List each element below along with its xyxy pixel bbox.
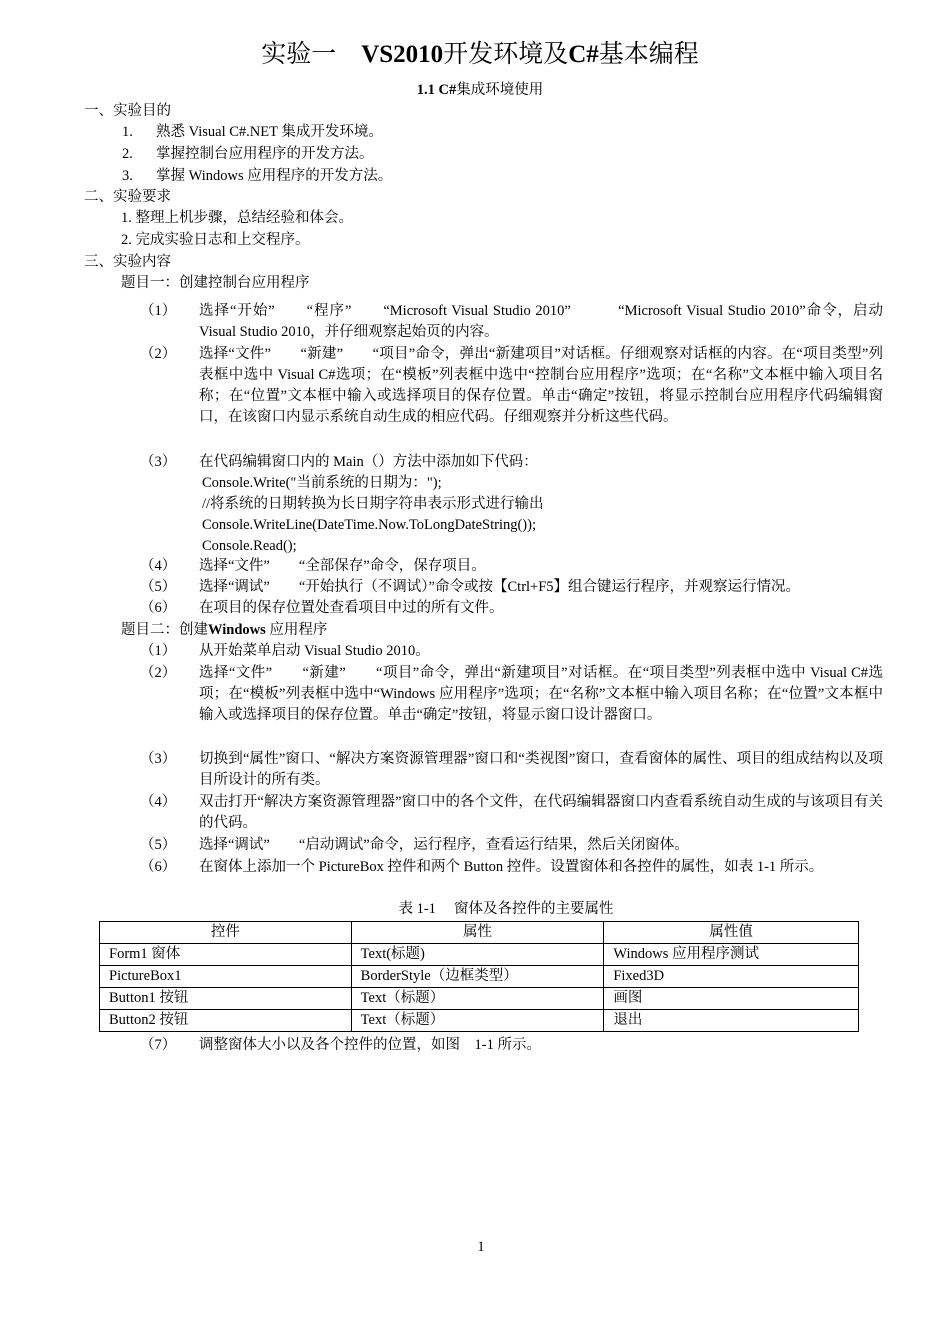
table-cell: PictureBox1	[100, 966, 352, 988]
goal-number: 2.	[122, 146, 133, 162]
code-line: //将系统的日期转换为长日期字符串表示形式进行输出	[202, 496, 544, 512]
goal-number: 1.	[122, 124, 133, 140]
goal-item: 掌握 Windows 应用程序的开发方法。	[156, 168, 393, 184]
title-suffix: 基本编程	[598, 41, 699, 68]
table-row	[100, 988, 859, 1010]
step-number: （4）	[140, 794, 177, 810]
step-number: （6）	[140, 859, 177, 875]
topic1-heading: 题目一：创建控制台应用程序	[121, 275, 310, 291]
requirement-item: 2. 完成实验日志和上交程序。	[121, 232, 310, 248]
goal-item: 掌握控制台应用程序的开发方法。	[156, 146, 374, 162]
title-bold-vs2010: VS2010	[361, 41, 444, 68]
step-text: 在代码编辑窗口内的 Main（）方法中添加如下代码：	[199, 454, 538, 470]
table-caption: 表 1-1 窗体及各控件的主要属性	[398, 901, 614, 917]
section-heading-goals: 一、实验目的	[84, 103, 171, 119]
subtitle-bold: 1.1 C#	[416, 82, 457, 98]
section-subtitle	[0, 80, 950, 101]
step-text: 选择“文件” “新建” “项目”命令，弹出“新建项目”对话框。在“项目类型”列表框中选中 Visual C#选项；在“模板”列表框中选中“Windows 应用程序”选项；在“名称”文本框中输入项目名称；在“位置”文本框中输入或选择项目的保存位置。单击“确定”按钮，将显示窗口设计器窗口。	[199, 665, 883, 723]
table-cell: BorderStyle（边框类型）	[351, 966, 604, 988]
table-row	[100, 966, 859, 988]
step-text: 选择“文件” “新建” “项目”命令，弹出“新建项目”对话框。仔细观察对话框的内容。在“项目类型”列表框中选中 Visual C#选项；在“模板”列表框中选中“控制台应用程序”选项；在“名称”文本框中输入项目名称；在“位置”文本框中输入或选择项目的保存位置。单击“确定”按钮，将显示控制台应用程序代码编辑窗口，在该窗口内显示系统自动生成的相应代码。仔细观察并分析这些代码。	[199, 346, 883, 425]
goal-item: 熟悉 Visual C#.NET 集成开发环境。	[156, 124, 383, 140]
step-number: （1）	[140, 303, 177, 319]
step-number: （5）	[140, 579, 177, 595]
step-number: （6）	[140, 600, 177, 616]
step-text: 切换到“属性”窗口、“解决方案资源管理器”窗口和“类视图”窗口，查看窗体的属性、项目的组成结构以及项目所设计的所有类。	[199, 751, 883, 788]
title-middle: 开发环境及	[443, 41, 569, 68]
table-cell: Windows 应用程序测试	[604, 944, 859, 966]
requirement-item: 1. 整理上机步骤，总结经验和体会。	[121, 210, 353, 226]
step-number: （4）	[140, 558, 177, 574]
code-line: Console.WriteLine(DateTime.Now.ToLongDateString());	[202, 517, 536, 533]
step-number: （7）	[140, 1037, 177, 1053]
table-row	[100, 944, 859, 966]
table-header: 属性值	[604, 922, 859, 944]
table-row	[100, 1010, 859, 1032]
step-number: （3）	[140, 454, 177, 470]
section-heading-content: 三、实验内容	[84, 254, 171, 270]
step-text: 选择“调试” “启动调试”命令，运行程序，查看运行结果，然后关闭窗体。	[199, 837, 689, 853]
step-text: 在项目的保存位置处查看项目中过的所有文件。	[199, 600, 504, 616]
properties-table	[99, 921, 859, 1032]
code-line: Console.Read();	[202, 538, 297, 554]
table-cell: Text（标题）	[351, 1010, 604, 1032]
topic2-heading-bold: Windows	[208, 622, 266, 638]
table-cell: Form1 窗体	[100, 944, 352, 966]
step-text: 在窗体上添加一个 PictureBox 控件和两个 Button 控件。设置窗体和各控件的属性，如表 1-1 所示。	[199, 859, 824, 875]
step-number: （3）	[140, 751, 177, 767]
goal-number: 3.	[122, 168, 133, 184]
table-cell: 退出	[604, 1010, 859, 1032]
table-cell: Text(标题)	[351, 944, 604, 966]
table-cell: Button1 按钮	[100, 988, 352, 1010]
topic2-heading-prefix: 题目二：创建	[121, 622, 208, 638]
table-header: 属性	[351, 922, 604, 944]
page-number: 1	[477, 1239, 485, 1255]
subtitle-rest: 集成环境使用	[456, 82, 544, 98]
table-cell: Fixed3D	[604, 966, 859, 988]
table-cell: Button2 按钮	[100, 1010, 352, 1032]
table-cell: 画图	[604, 988, 859, 1010]
title-prefix: 实验一	[261, 41, 337, 68]
table-header: 控件	[100, 922, 352, 944]
topic2-heading	[121, 620, 327, 641]
step-number: （2）	[140, 665, 177, 681]
step-text: 选择“文件” “全部保存”命令，保存项目。	[199, 558, 486, 574]
step-number: （1）	[140, 643, 177, 659]
step-text: 选择“调试” “开始执行（不调试）”命令或按【Ctrl+F5】组合键运行程序，并观察运行情况。	[199, 579, 801, 595]
step-text: 从开始菜单启动 Visual Studio 2010。	[199, 643, 430, 659]
table-header-row	[100, 922, 859, 944]
title-bold-csharp: C#	[568, 41, 599, 68]
step-text: 调整窗体大小以及各个控件的位置，如图 1-1 所示。	[199, 1037, 541, 1053]
step-text: 双击打开“解决方案资源管理器”窗口中的各个文件，在代码编辑器窗口内查看系统自动生成的与该项目有关的代码。	[199, 794, 883, 831]
section-heading-requirements: 二、实验要求	[84, 189, 171, 205]
step-number: （5）	[140, 837, 177, 853]
step-text: 选择“开始” “程序” “Microsoft Visual Studio 2010” “Microsoft Visual Studio 2010”命令，启动 Visual Studio 2010，并仔细观察起始页的内容。	[199, 303, 883, 340]
page-title	[0, 38, 950, 72]
step-number: （2）	[140, 346, 177, 362]
code-line: Console.Write("当前系统的日期为：");	[202, 475, 442, 491]
table-cell: Text（标题）	[351, 988, 604, 1010]
topic2-heading-suffix: 应用程序	[269, 622, 328, 638]
